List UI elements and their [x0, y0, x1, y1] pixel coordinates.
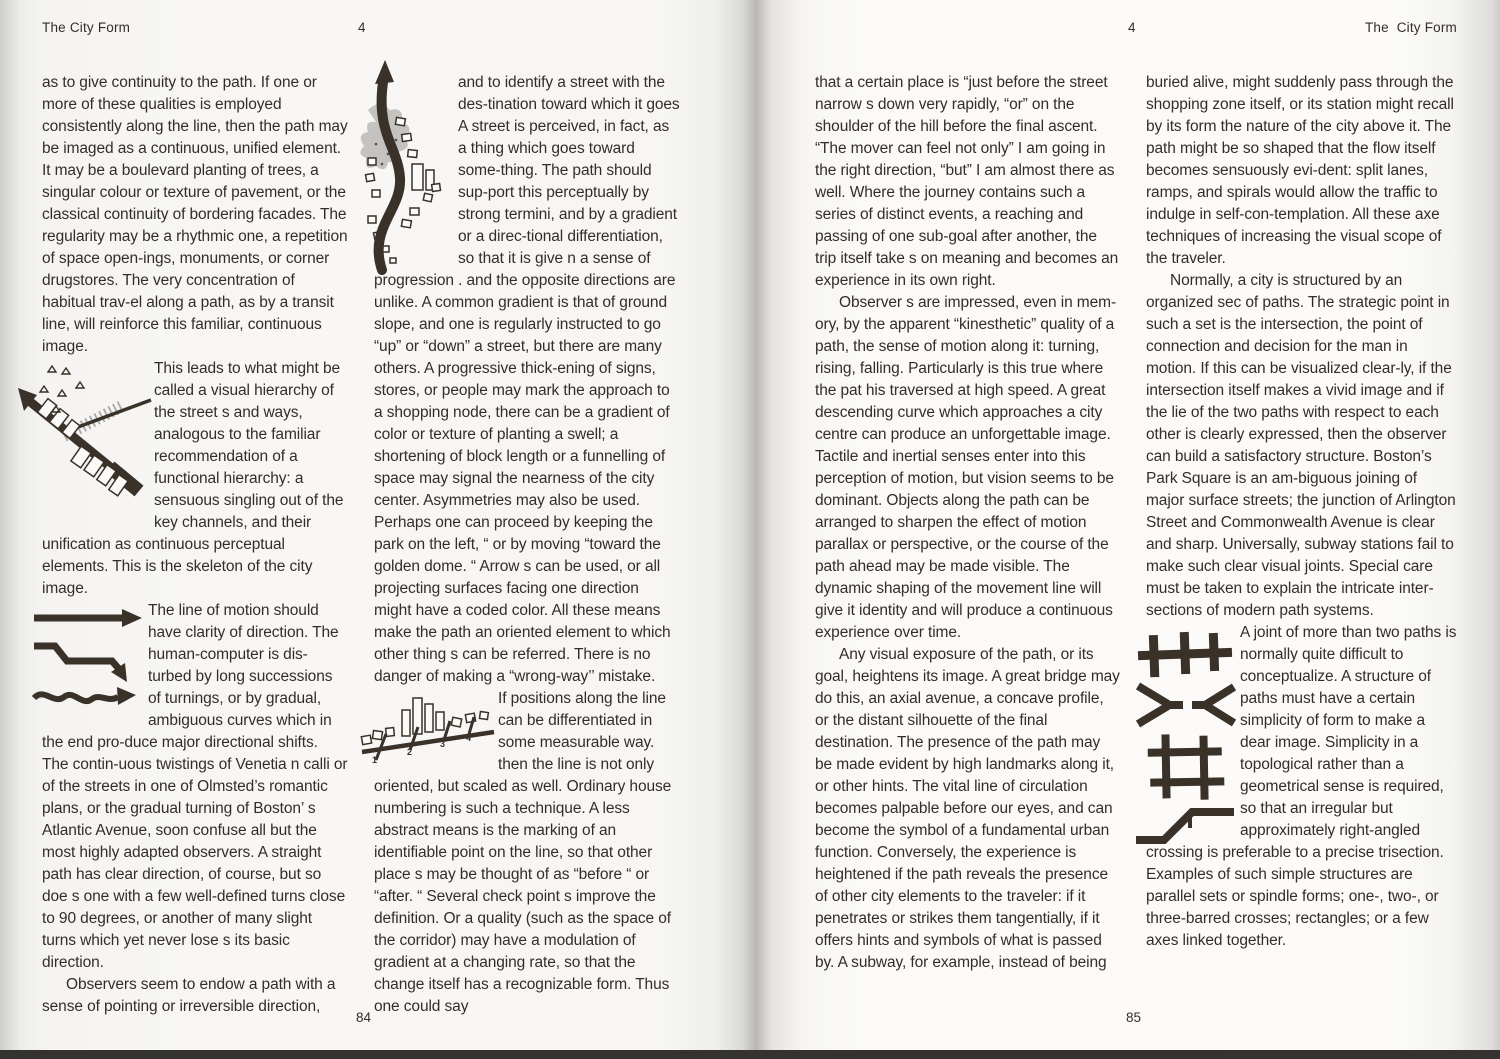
left-page-column-2 — [374, 72, 680, 1018]
paragraph: The line of motion should have clarity of direction. The human-computer is dis-turbed by long successions of turnings, or by gradual, ambiguous curves which in the end pro-duce major directional shifts. The contin-uous twistings of Venetia n calli or of the streets in one of Olmsted’s romantic plans, or the gradual turning of Boston’ s Atlantic Avenue, soon confuse all but the most highly adapted observers. A straight path has clear direction, of course, but so doe s one with a few well-defined turns close to 90 degrees, or another of many slight turns which yet never lose s its basic direction. — [42, 602, 348, 971]
right-page-column-1 — [815, 72, 1121, 974]
paragraph: This leads to what might be called a visual hierarchy of the street s and ways, analogous to the familiar recommendation of a functional hierarchy: a sensuous singling out of the key channels, and their unification as continuous perceptual elements. This is the skeleton of the city image. — [42, 360, 344, 597]
paragraph: Observers seem to endow a path with a sense of pointing or irreversible direction, — [42, 976, 336, 1015]
paragraph: If positions along the line can be differentiated in some measurable way. then the line is not only oriented, but scaled as well. Ordinary house numbering is such a technique. A less abstract means is the marking of an identifiable point on the line, so that other place s may be thought of as “before “ or “after. “ Several check point s improve the definition. Or a quality (such as the space of the corridor) may have a modulation of gradient at a changing rate, so that the change itself has a recognizable form. Thus one could say — [374, 690, 672, 1015]
chapter-number-right: 4 — [1128, 20, 1136, 35]
paragraph: that a certain place is “just before the street narrow s down very rapidly, “or” on the shoulder of the hill before the final ascent. “The mover can feel not only” I am going in the right direction, “but” I am almost there as well. Where the journey contains such a series of distinct events, a reaching and passing of one sub-goal after another, the trip itself take s on meaning and becomes an experience in its own right. — [815, 74, 1119, 289]
left-page-column-1 — [42, 72, 348, 1018]
direction-arrows-sketch — [30, 606, 148, 712]
page-number-right: 85 — [1126, 1010, 1142, 1025]
path-junction-forms-sketch — [1136, 626, 1240, 842]
chapter-number-left: 4 — [358, 20, 366, 35]
svg-text:3: 3 — [440, 739, 445, 749]
running-title-left: The City Form — [42, 20, 131, 35]
svg-text:1: 1 — [372, 755, 377, 765]
curved-path-sketch — [366, 60, 458, 260]
right-page-column-2 — [1146, 72, 1458, 952]
paragraph: buried alive, might suddenly pass through the shopping zone itself, or its station might recall by its form the nature of the city above it. The path might be so shaped that the flow itself becomes sensuously evi-dent: split lanes, ramps, and spirals would allow the traffic to indulge in self-con-templation. All these axe techniques of increasing the visual scope of the traveler. — [1146, 74, 1454, 267]
paragraph: as to give continuity to the path. If one or more of these qualities is employed consistently along the line, then the path may be imaged as a continuous, unified element. It may be a boulevard planting of trees, a singular colour or texture of pavement, or the classical continuity of bordering facades. The regularity may be a rhythmic one, a repetition of space open-ings, monuments, or corner drugstores. The very concentration of habitual trav-el along a path, as by a transit line, will reinforce this familiar, continuous image. — [42, 74, 348, 355]
paragraph: Normally, a city is structured by an organized sec of paths. The strategic point in such a set is the intersection, the point of connection and decision for the man in motion. If this can be visualized clear-ly, if the intersection itself makes a vivid image and if the lie of the two paths with respect to each other is clearly expressed, then the observer can build a satisfactory structure. Boston’s Park Square is an am-biguous joining of major surface streets; the junction of Arlington Street and Commonwealth Avenue is clear and sharp. Universally, subway stations fail to make such clear visual joints. Special care must be taken to explain the intricate inter-sections of modern path systems. — [1146, 272, 1456, 619]
paragraph: A joint of more than two paths is normally quite difficult to conceptualize. A structure of paths must have a certain simplicity of form to make a dear image. Simplicity in a topological rather than a geometrical sense is required, so that an irregular but approximately right-angled crossing is preferable to a precise trisection. Examples of such simple structures are parallel sets or spindle forms; one-, two-, or three-barred crosses; rectangles; or a few axes linked together. — [1146, 624, 1457, 949]
running-title-right: The City Form — [1364, 20, 1457, 35]
paragraph: Any visual exposure of the path, or its goal, heightens its image. A great bridge may do this, an axial avenue, a concave profile, or the distant silhouette of the final destination. The presence of the path may be made evident by high landmarks along it, or other hints. The vital line of circulation becomes palpable before our eyes, and can become the symbol of a fundamental urban function. Conversely, the experience is heightened if the path reveals the presence of other city elements to the traveler: if it penetrates or strikes them tangentially, if it offers hints and symbols of what is passed by. A subway, for example, instead of being — [815, 646, 1120, 971]
street-hierarchy-sketch — [18, 366, 154, 516]
paragraph: and to identify a street with the des-tination toward which it goes A street is perceived, in fact, as a thing which goes toward some-thing. The path should sup-port this perceptually by strong termini, and by a gradient or a direc-tional differentiation, so that it is give n a sense of progression . and the opposite directions are unlike. A common gradient is that of ground slope, and one is regularly instructed to go “up” or “down” a street, but there are many others. A progressive thick-ening of signs, stores, or people may mark the approach to a shopping node, there can be a gradient of color or texture of planting a swell; a shortening of block length or a funnelling of space may signal the nearness of the city center. Asymmetries may also be used. Perhaps one can proceed by keeping the park on the left, “ or by moving “toward the golden dome. “ Arrow s can be used, or all projecting surfaces facing one direction might have a coded color. All these means make the path an oriented element to which other thing s can be referred. There is no danger of making a “wrong-way’’ mistake. — [374, 74, 680, 685]
svg-text:2: 2 — [407, 747, 412, 757]
paragraph: Observer s are impressed, even in mem-ory, by the apparent “kinesthetic” quality of a path, the sense of motion along it: turning, rising, falling. Particularly is this true where the pat his traversed at high speed. A great descending curve which approaches a city centre can produce an unforgettable image. Tactile and inertial senses enter into this perception of motion, but vision seems to be dominant. Objects along the path can be arranged to sharpen the effect of motion parallax or perspective, or the course of the path ahead may be made visible. The dynamic shaping of the movement line will give it identity and will produce a continuous experience over time. — [815, 294, 1117, 641]
scan-edge-strip — [0, 1050, 1500, 1059]
scaled-line-sketch — [360, 692, 498, 765]
svg-text:4: 4 — [466, 733, 471, 743]
page-number-left: 84 — [356, 1010, 372, 1025]
